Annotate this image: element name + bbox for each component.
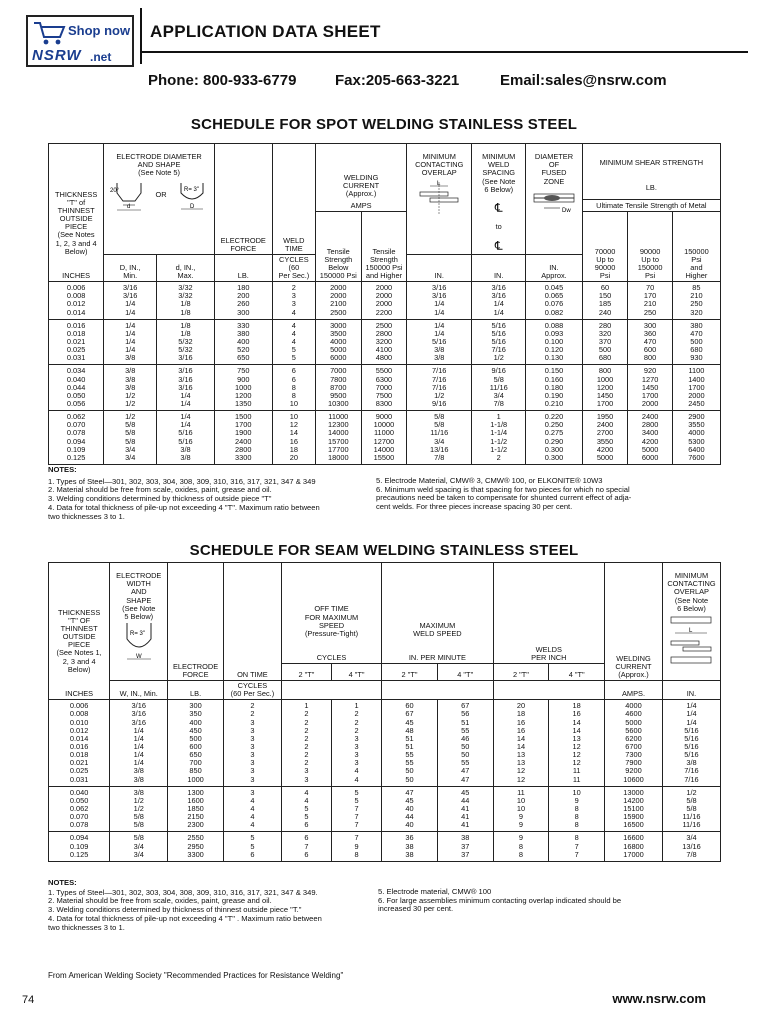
seam-h-blank1 <box>281 680 381 699</box>
seam-h-blank2 <box>382 680 493 699</box>
D-label: D <box>189 203 195 210</box>
logo-brand-text: NSRW <box>32 47 82 64</box>
seam-h-overlap <box>662 563 720 681</box>
spot-h-cl-to: to <box>495 222 502 232</box>
spot-cell-a1: 3000 3500 4000 5000 6000 <box>315 319 361 365</box>
seam-h-welds: WELDS PER INCH <box>493 563 604 664</box>
dw-label: Dw <box>561 207 571 214</box>
seam-h-cycles60: CYCLES (60 Per Sec.) <box>223 680 281 699</box>
seam-h-speed-4t: 4 "T" <box>437 664 493 681</box>
spot-cell-t: 0.034 0.040 0.044 0.050 0.056 <box>49 365 104 411</box>
spot-h-lb: LB. <box>214 254 272 281</box>
spot-cell-d: 1/4 1/4 5/16 5/16 3/8 3/8 <box>157 411 215 465</box>
seam-h-welds-4t: 4 "T" <box>549 664 605 681</box>
spot-h-dmax: d, IN., Max. <box>157 254 215 281</box>
seam-h-amps: AMPS. <box>605 680 663 699</box>
seam-cell-w: 5/8 3/4 3/4 <box>110 832 168 861</box>
seam-cell-t: 0.006 0.008 0.010 0.012 0.014 0.016 0.018 0.021 0.025 0.031 <box>49 700 110 786</box>
nsrw-logo[interactable] <box>26 15 134 67</box>
spot-h-thickness-text: THICKNESS "T" of THINNEST OUTSIDE PIECE (See Notes 1, 2, 3 and 4 Below) <box>54 189 98 256</box>
spot-cell-c: 2 3 3 4 <box>272 282 315 320</box>
overlap-L-label: L <box>437 180 441 187</box>
table-row <box>49 365 721 411</box>
seam-table-body <box>49 700 721 862</box>
seam-overlap-diagram-icon <box>667 613 715 671</box>
seam-cell-s2: 60 67 45 48 51 51 55 55 50 50 <box>382 700 438 786</box>
spot-cell-t: 0.006 0.008 0.012 0.014 <box>49 282 104 320</box>
seam-welding-title: SCHEDULE FOR SEAM WELDING STAINLESS STEEL <box>189 542 579 559</box>
seam-h-ontime: ON TIME <box>223 563 281 681</box>
spot-welding-title: SCHEDULE FOR SPOT WELDING STAINLESS STEEL <box>190 116 578 133</box>
logo-shop-text: Shop now <box>68 23 131 38</box>
spot-cell-a1: 7000 7800 8700 9500 10300 <box>315 365 361 411</box>
spot-table-body <box>49 282 721 465</box>
spot-h-inches: INCHES <box>62 271 91 281</box>
spot-h-cycles: CYCLES (60 Per Sec.) <box>272 254 315 281</box>
seam-cell-o4: 1 2 2 2 3 3 3 3 4 4 <box>332 700 382 786</box>
seam-cell-w: 3/16 3/16 3/16 1/4 1/4 1/4 1/4 1/4 3/8 3/8 <box>110 700 168 786</box>
seam-h-width <box>110 563 168 681</box>
spot-cell-m3: 85 210 250 320 <box>672 282 720 320</box>
spot-h-s2: 90000 Up to 150000 Psi <box>628 212 672 282</box>
fax-text: Fax:205-663-3221 <box>335 72 460 89</box>
seam-h-offtime-text: OFF TIME FOR MAXIMUM SPEED (Pressure-Tight) <box>304 604 359 638</box>
seam-h-thickness-text: THICKNESS "T" OF THINNEST OUTSIDE PIECE (See Notes 1, 2, 3 and 4 Below) <box>56 607 102 674</box>
spot-h-weldtime: WELD TIME <box>272 144 315 255</box>
spot-cell-m2: 920 1270 1450 1700 2000 <box>628 365 672 411</box>
seam-h-speed <box>382 563 493 664</box>
seam-cell-s4: 45 44 41 41 41 <box>437 786 493 832</box>
seam-cell-f: 300 350 400 450 500 600 650 700 850 1000 <box>168 700 224 786</box>
spot-cell-z: 0.088 0.093 0.100 0.120 0.130 <box>526 319 582 365</box>
spot-cell-o: 3/16 3/16 1/4 1/4 <box>407 282 472 320</box>
logo-net-text: .net <box>90 50 112 64</box>
spot-h-shear <box>582 144 720 200</box>
seam-r-label: R= 3" <box>129 630 145 637</box>
spot-h-thickness <box>49 144 104 282</box>
seam-notes-left <box>48 879 378 932</box>
overlap-diagram-icon <box>416 178 462 218</box>
table-row <box>49 786 721 832</box>
spot-h-in: IN. <box>407 254 472 281</box>
spot-h-shear-text: MINIMUM SHEAR STRENGTH <box>599 158 704 168</box>
spot-cell-D: 1/4 1/4 1/4 1/4 3/8 <box>104 319 157 365</box>
seam-h-lb: LB. <box>168 680 224 699</box>
seam-cell-s2: 36 38 38 <box>382 832 438 861</box>
spot-h-uts: Ultimate Tensile Strength of Metal <box>582 200 720 212</box>
spot-cell-z: 0.045 0.065 0.076 0.082 <box>526 282 582 320</box>
seam-cell-t: 0.094 0.109 0.125 <box>49 832 110 861</box>
seam-h-overlap-text: MINIMUM CONTACTING OVERLAP (See Note 6 Below) <box>667 571 716 613</box>
spot-cell-d: 1/8 1/8 5/32 5/32 3/16 <box>157 319 215 365</box>
seam-cell-s4: 38 37 37 <box>437 832 493 861</box>
spot-cell-s: 3/16 3/16 1/4 1/4 <box>472 282 526 320</box>
phone-text: Phone: 800-933-6779 <box>148 72 297 89</box>
angle-label: 20° <box>110 187 120 194</box>
d-label: d <box>127 203 131 210</box>
spot-h-ts2: Tensile Strength 150000 Psi and Higher <box>361 212 407 282</box>
seam-welding-table <box>48 562 721 862</box>
spot-cell-t: 0.016 0.018 0.021 0.025 0.031 <box>49 319 104 365</box>
spot-notes-right: 5. Electrode Material, CMW® 3, CMW® 100, or ELKONITE® 10W3 6. Minimum weld spacing is that spacing for two pieces for which no special precautions need be taken to compensate for shunted current effect of adja- cent welds. For three pieces increase spacing 30 per cent. <box>376 476 632 512</box>
spot-cell-d: 3/16 3/16 3/16 1/4 1/4 <box>157 365 215 411</box>
shopping-cart-icon <box>32 20 68 46</box>
spot-h-ts1: Tensile Strength Below 150000 Psi <box>315 212 361 282</box>
radius-label: R= 3" <box>183 186 199 193</box>
seam-cell-w4: 10 9 8 8 8 <box>549 786 605 832</box>
seam-h-in: IN. <box>662 680 720 699</box>
seam-cell-w4: 8 7 7 <box>549 832 605 861</box>
seam-cell-a: 13000 14200 15100 15900 16500 <box>605 786 663 832</box>
spot-cell-a2: 2500 2800 3200 4100 4800 <box>361 319 407 365</box>
spot-cell-s: 5/16 5/16 5/16 7/16 1/2 <box>472 319 526 365</box>
seam-cell-w: 3/8 1/2 1/2 5/8 5/8 <box>110 786 168 832</box>
spot-cell-z: 0.150 0.160 0.180 0.190 0.210 <box>526 365 582 411</box>
seam-notes-title: NOTES: <box>48 878 77 887</box>
spot-h-amps: AMPS <box>315 200 406 212</box>
table-row <box>49 700 721 786</box>
seam-h-welds-2t: 2 "T" <box>493 664 549 681</box>
spot-cell-t: 0.062 0.070 0.078 0.094 0.109 0.125 <box>49 411 104 465</box>
seam-cell-a: 4000 4600 5000 5600 6200 6700 7300 7900 9200 10600 <box>605 700 663 786</box>
spot-welding-table <box>48 143 721 465</box>
spot-cell-m1: 60 150 185 240 <box>582 282 628 320</box>
spot-h-electrode-text: ELECTRODE DIAMETER AND SHAPE (See Note 5) <box>116 152 202 178</box>
spot-cell-c: 6 6 8 8 10 <box>272 365 315 411</box>
spot-h-fused-text: DIAMETER OF FUSED ZONE <box>534 152 574 186</box>
spot-cell-m2: 2400 2800 3400 4200 5000 6000 <box>628 411 672 465</box>
seam-cell-on: 5 5 6 <box>223 832 281 861</box>
fused-zone-icon <box>532 186 576 214</box>
spot-cell-f: 750 900 1000 1200 1350 <box>214 365 272 411</box>
spot-h-s1: 70000 Up to 90000 Psi <box>582 212 628 282</box>
spot-h-fused <box>526 144 582 255</box>
table-row <box>49 832 721 861</box>
spot-h-overlap-text: MINIMUM CONTACTING OVERLAP <box>415 152 464 178</box>
seam-cell-o2: 4 4 5 5 6 <box>281 786 331 832</box>
domed-electrode-icon <box>175 181 209 211</box>
spot-cell-m1: 280 320 370 500 680 <box>582 319 628 365</box>
seam-h-width-text: ELECTRODE WIDTH AND SHAPE (See Note 5 Below) <box>116 571 162 621</box>
seam-cell-f: 2550 2950 3300 <box>168 832 224 861</box>
spot-cell-a1: 2000 2000 2100 2500 <box>315 282 361 320</box>
seam-h-blank3 <box>493 680 604 699</box>
seam-cell-l: 3/4 13/16 7/8 <box>662 832 720 861</box>
spot-cell-m1: 800 1000 1200 1450 1700 <box>582 365 628 411</box>
spot-h-in2: IN. <box>472 254 526 281</box>
spot-h-shear-lb: LB. <box>645 182 657 192</box>
spot-cell-a2: 2000 2000 2000 2200 <box>361 282 407 320</box>
seam-cell-w4: 18 16 14 14 13 12 12 12 11 11 <box>549 700 605 786</box>
spot-h-current: WELDING CURRENT (Approx.) <box>315 144 406 200</box>
seam-h-cycles: CYCLES <box>316 653 347 663</box>
spot-cell-m3: 380 470 500 680 930 <box>672 319 720 365</box>
spot-h-overlap <box>407 144 472 255</box>
spot-notes-left-text: 1. Types of Steel—301, 302, 303, 304, 308, 309, 310, 316, 317, 321, 347 & 349 2. Material should be free from scale, oxides, paint, grease and oil. 3. Welding conditions determined by thickness of outside piece "T" 4. Data for total thickness of pile-up not exceeding 4 "T". Maximum ratio between two thicknesses 3 to 1. <box>48 476 320 521</box>
truncated-cone-electrode-icon <box>109 181 147 211</box>
spot-cell-D: 3/16 3/16 1/4 1/4 <box>104 282 157 320</box>
page-title: APPLICATION DATA SHEET <box>150 22 381 41</box>
seam-cell-w2: 9 8 8 <box>493 832 549 861</box>
seam-wheel-icon <box>117 621 161 663</box>
spot-cell-m3: 1100 1400 1700 2000 2450 <box>672 365 720 411</box>
seam-notes-right: 5. Electrode material, CMW® 100 6. For large assemblies minimum contacting overlap indicated should be increased 30 per cent. <box>378 887 622 914</box>
seam-h-ipm: IN. PER MINUTE <box>408 653 466 663</box>
spot-cell-f: 180 200 260 300 <box>214 282 272 320</box>
seam-cell-o4: 5 5 7 7 7 <box>332 786 382 832</box>
spot-cell-s: 9/16 5/8 11/16 3/4 7/8 <box>472 365 526 411</box>
seam-cell-w2: 20 18 16 16 14 14 13 13 12 12 <box>493 700 549 786</box>
spot-cell-D: 3/8 3/8 3/8 1/2 1/2 <box>104 365 157 411</box>
seam-cell-o2: 1 2 2 2 2 2 2 2 3 3 <box>281 700 331 786</box>
spot-h-s3: 150000 Psi and Higher <box>672 212 720 282</box>
spot-h-spacing-text: MINIMUM WELD SPACING (See Note 6 Below) <box>482 152 516 194</box>
spot-cell-D: 1/2 5/8 5/8 5/8 3/4 3/4 <box>104 411 157 465</box>
spot-cell-a1: 11000 12300 14000 15700 17700 18000 <box>315 411 361 465</box>
spot-notes-left <box>48 466 378 521</box>
table-row <box>49 319 721 365</box>
email-link[interactable]: Email:sales@nsrw.com <box>500 72 667 89</box>
spot-h-spacing <box>472 144 526 255</box>
seam-cell-t: 0.040 0.050 0.062 0.070 0.078 <box>49 786 110 832</box>
seam-cell-s2: 47 45 40 44 40 <box>382 786 438 832</box>
centerline-icon: ℄ <box>494 238 503 253</box>
seam-cell-o2: 6 7 6 <box>281 832 331 861</box>
seam-cell-l: 1/4 1/4 1/4 5/16 5/16 5/16 5/16 3/8 7/16 7/16 <box>662 700 720 786</box>
spot-h-in-approx: IN. Approx. <box>526 254 582 281</box>
seam-h-inches: INCHES <box>65 689 94 699</box>
spot-cell-m2: 300 360 470 600 800 <box>628 319 672 365</box>
spot-cell-m1: 1950 2400 2700 3550 4200 5000 <box>582 411 628 465</box>
spot-h-force: ELECTRODE FORCE <box>214 144 272 255</box>
spot-cell-a2: 5500 6300 7000 7500 8300 <box>361 365 407 411</box>
table-row <box>49 282 721 320</box>
centerline-icon: ℄ <box>494 200 503 215</box>
spot-cell-o: 1/4 1/4 5/16 3/8 3/8 <box>407 319 472 365</box>
seam-h-force: ELECTRODE FORCE <box>168 563 224 681</box>
seam-h-wmin: W, IN., Min. <box>110 680 168 699</box>
spot-cell-d: 3/32 3/32 1/8 1/8 <box>157 282 215 320</box>
seam-cell-f: 1300 1600 1850 2150 2300 <box>168 786 224 832</box>
seam-L-label: L <box>689 627 693 634</box>
spot-cell-z: 0.220 0.250 0.275 0.290 0.300 0.300 <box>526 411 582 465</box>
page-number: 74 <box>22 994 35 1006</box>
spot-cell-f: 1500 1700 1900 2400 2800 3300 <box>214 411 272 465</box>
seam-cell-s4: 67 56 51 55 46 50 50 55 47 47 <box>437 700 493 786</box>
spot-cell-o: 7/16 7/16 7/16 1/2 9/16 <box>407 365 472 411</box>
seam-h-speed-2t: 2 "T" <box>382 664 438 681</box>
seam-notes-left-text: 1. Types of Steel—301, 302, 303, 304, 308, 309, 310, 316, 317, 321, 347 & 349. 2. Material should be free from scale, oxides, paint, grease and oil. 3. Welding conditions determined by thickness of thinnest outside piece "T." 4. Data for total thickness of pile-up not exceeding 4 "T" . Maximum ratio between two thicknesses 3 to 1. <box>48 887 322 932</box>
seam-h-offtime <box>281 563 381 664</box>
spot-cell-o: 5/8 5/8 11/16 3/4 13/16 7/8 <box>407 411 472 465</box>
spot-h-electrode <box>104 144 215 255</box>
spot-notes-title: NOTES: <box>48 465 77 474</box>
spot-cell-a2: 9000 10000 11000 12700 14000 15500 <box>361 411 407 465</box>
seam-w-label: W <box>135 653 142 660</box>
seam-h-off-2t: 2 "T" <box>281 664 331 681</box>
seam-cell-w2: 11 10 10 9 9 <box>493 786 549 832</box>
seam-cell-o4: 7 9 8 <box>332 832 382 861</box>
header-divider-horizontal <box>140 51 748 53</box>
seam-cell-a: 16600 16800 17000 <box>605 832 663 861</box>
seam-h-off-4t: 4 "T" <box>332 664 382 681</box>
spot-cell-s: 1 1-1/8 1-1/4 1-1/2 1-1/2 2 <box>472 411 526 465</box>
spot-cell-f: 330 380 400 520 650 <box>214 319 272 365</box>
spot-h-or: OR <box>155 190 167 200</box>
seam-h-thickness <box>49 563 110 700</box>
seam-cell-on: 3 4 4 4 4 <box>223 786 281 832</box>
source-citation: From American Welding Society "Recommended Practices for Resistance Welding" <box>48 971 344 980</box>
seam-h-speed-text: MAXIMUM WELD SPEED <box>413 620 462 638</box>
spot-cell-c: 4 4 4 5 5 <box>272 319 315 365</box>
header-divider-vertical <box>140 8 142 64</box>
seam-cell-on: 2 2 3 3 3 3 3 3 3 3 <box>223 700 281 786</box>
seam-cell-l: 1/2 5/8 5/8 11/16 11/16 <box>662 786 720 832</box>
spot-cell-c: 10 12 14 16 18 20 <box>272 411 315 465</box>
spot-cell-m3: 2900 3550 4000 5300 6400 7600 <box>672 411 720 465</box>
table-row <box>49 411 721 465</box>
seam-h-current: WELDING CURRENT (Approx.) <box>605 563 663 681</box>
website-link[interactable]: www.nsrw.com <box>612 991 706 1006</box>
spot-cell-m2: 70 170 210 250 <box>628 282 672 320</box>
spot-h-dmin: D, IN., Min. <box>104 254 157 281</box>
